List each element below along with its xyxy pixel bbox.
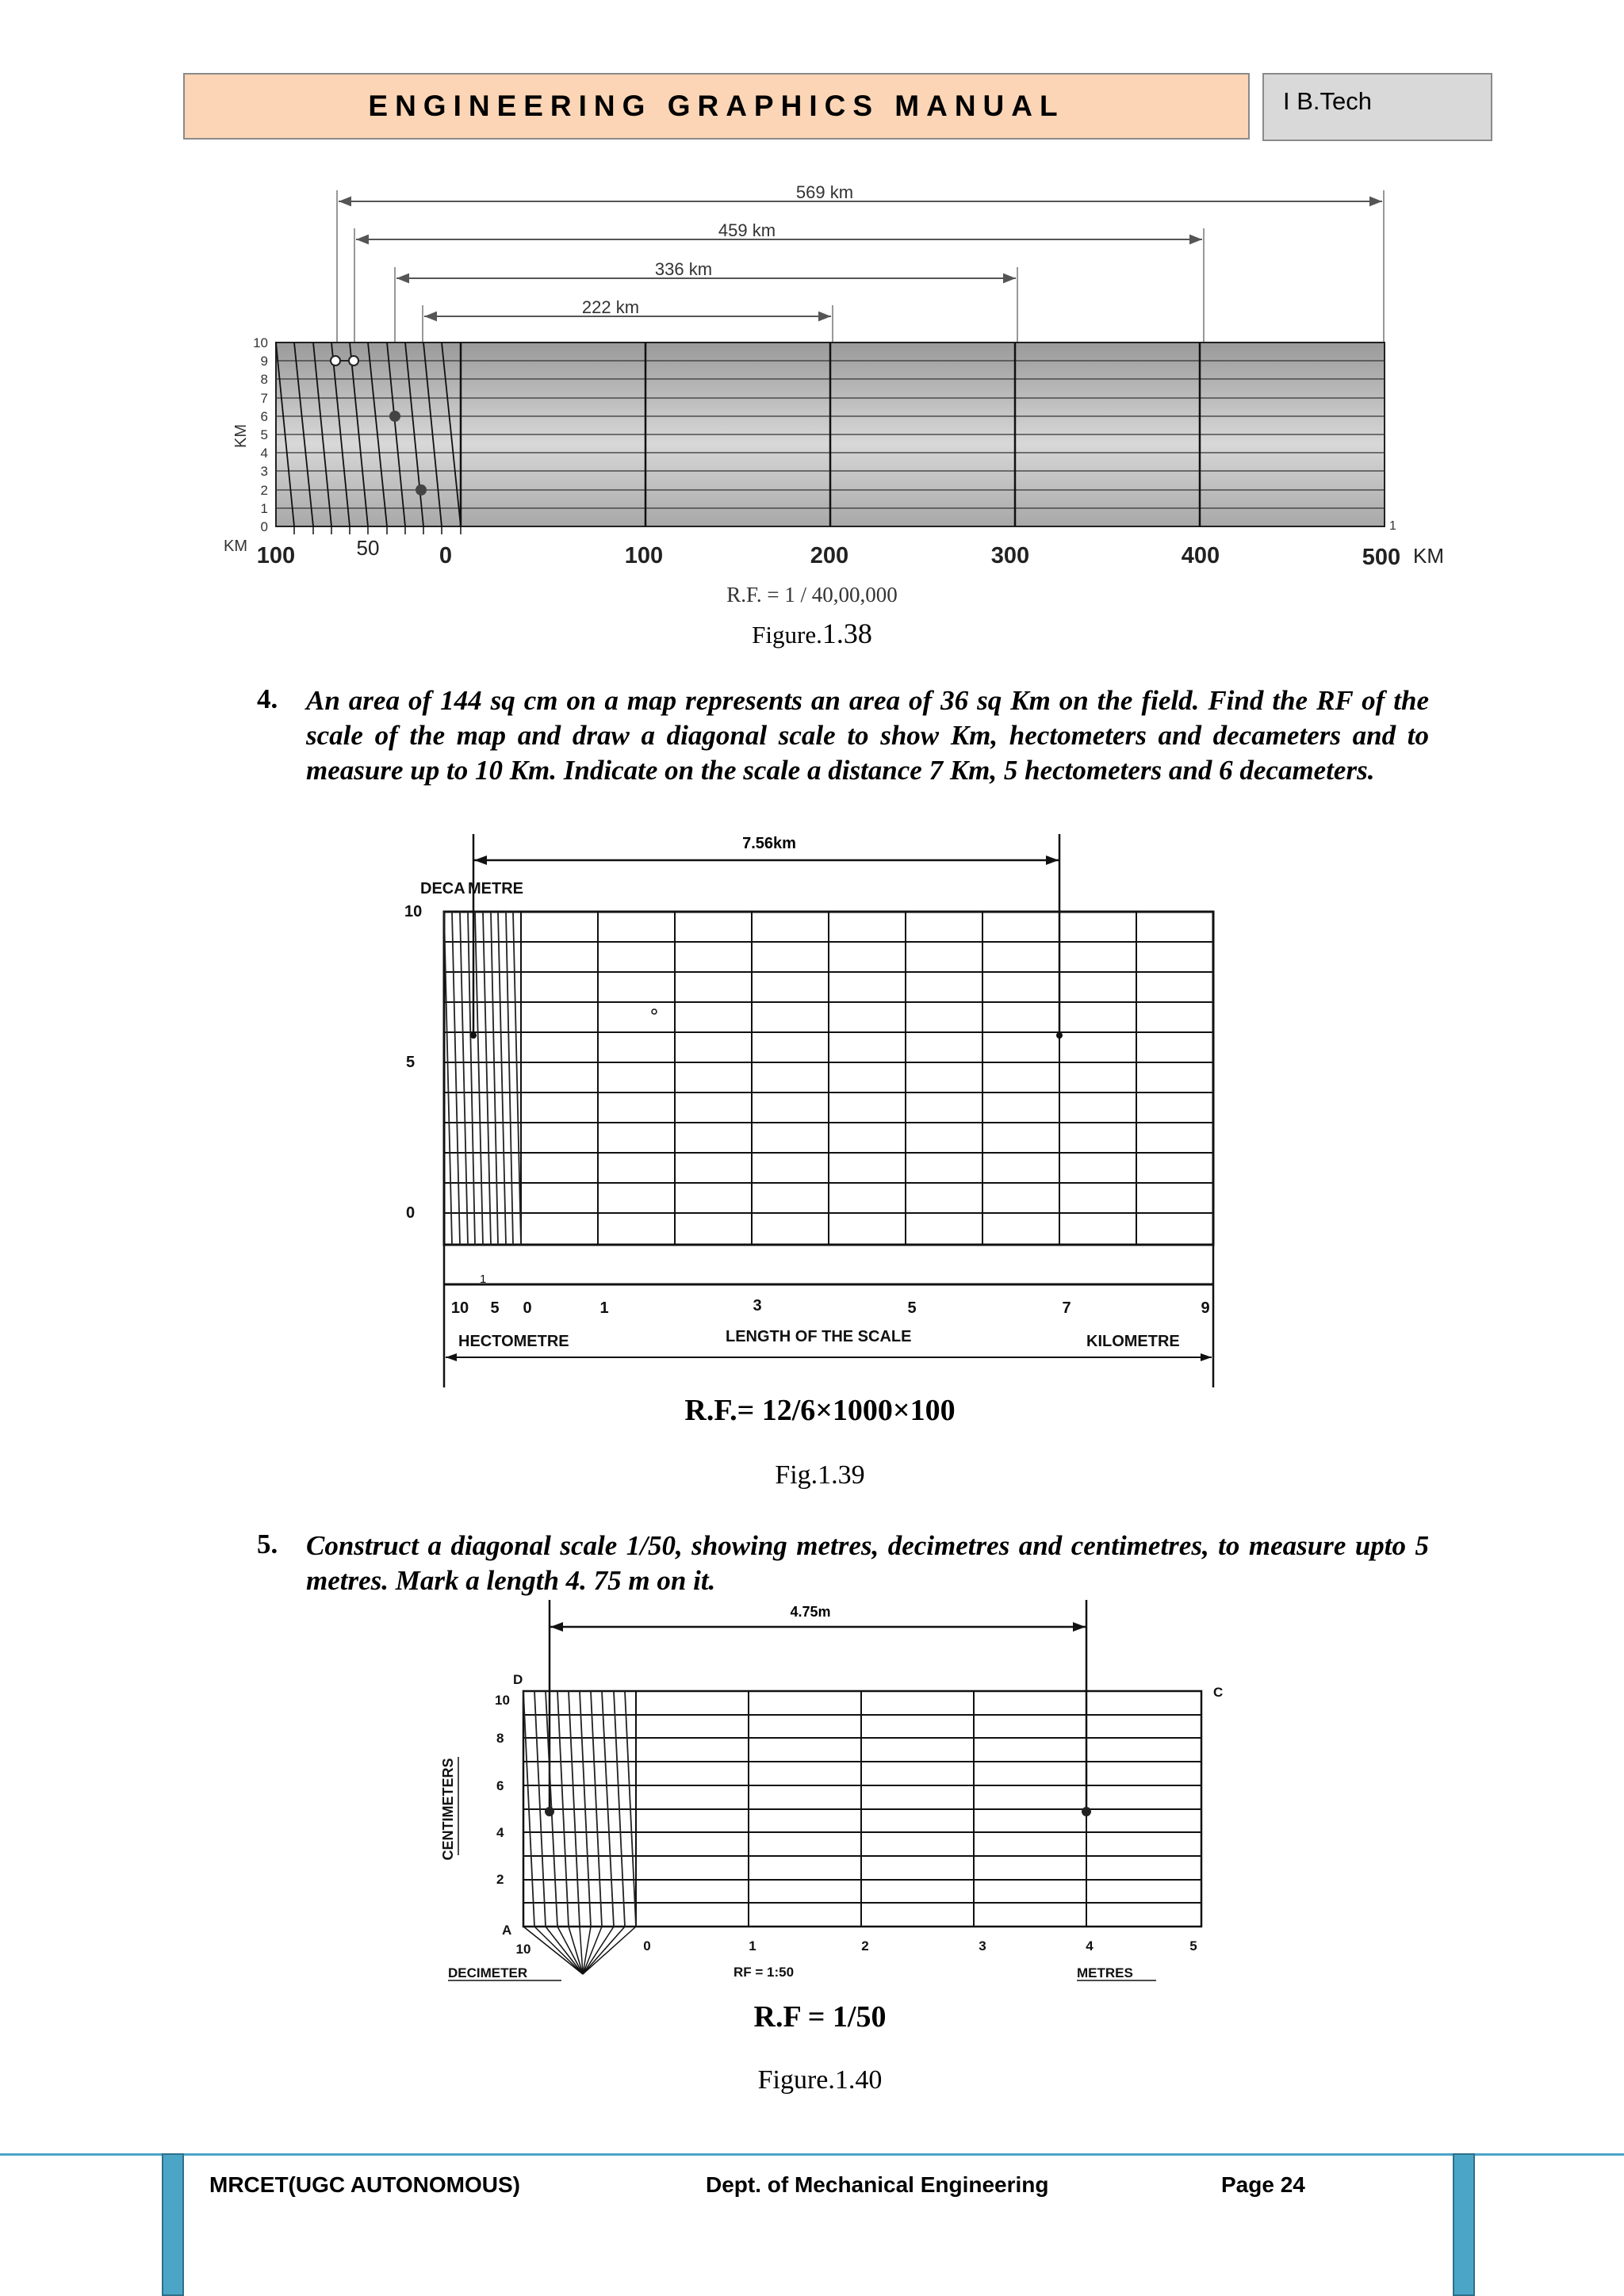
xlabel-5: 5 [490,1299,500,1317]
diagonals [444,912,521,1245]
kilometre-label: KILOMETRE [1086,1333,1180,1350]
point-open-2 [349,356,358,365]
xlabel-0: 0 [523,1299,532,1317]
metre-label: METRE [468,880,523,897]
problem-5-number: 5. [257,1529,278,1559]
point-left [545,1807,554,1816]
xlabel-500: 500 [1362,545,1401,570]
dim-label-222: 222 km [581,297,640,317]
fig138-caption-number: 1.38 [822,618,872,649]
xlabel-9: 9 [1201,1299,1210,1317]
manual-title: ENGINEERING GRAPHICS MANUAL [183,73,1250,140]
decimeter-label: DECIMETER [448,1965,528,1980]
problem-4-text: An area of 144 sq cm on a map represents an area of 36 sq Km on the field. Find the RF of the scale of the map and draw a diagonal scale to show Km, hectometers and decameters and to measure up to 10 Km. Indicate on the scale a distance 7 Km, 5 hectometers and 6 decameters. [306,685,1429,786]
rf-small-label: RF = 1:50 [733,1965,795,1980]
xlabel-5: 5 [1189,1938,1197,1954]
xlabel-2: 2 [861,1938,869,1954]
xlabel-300: 300 [990,543,1030,568]
course-tag: I B.Tech [1262,73,1492,141]
decimeter-fan [523,1927,636,1974]
vtick-8: 8 [496,1731,504,1746]
fig140-rf: R.F = 1/50 [753,2000,887,2034]
unit-km: KM [1413,544,1444,568]
footer-left-bar [162,2153,184,2296]
xlabel-400: 400 [1181,543,1220,568]
point-filled-2 [416,484,427,496]
km-divisions [521,912,1136,1245]
bottom-ticks [294,526,461,534]
dim-label-459: 459 km [718,220,776,240]
vtick-10: 10 [253,335,268,350]
vtick-1: 1 [260,501,268,516]
vtick-10: 10 [404,903,423,920]
small-one: 1 [1389,519,1396,533]
vtick-9: 9 [260,354,268,369]
corner-a: A [502,1923,512,1938]
figure-1-38-diagram [214,174,1467,587]
xlabel-3: 3 [979,1938,986,1954]
deca-label: DECA [420,880,465,897]
footer-institution: MRCET(UGC AUTONOMOUS) [209,2172,520,2197]
vtick-4: 4 [260,446,268,461]
small-one: 1 [480,1272,487,1286]
point-open-1 [331,356,340,365]
dim-label-7-56: 7.56km [742,835,796,852]
vertical-axis-label: CENTIMETERS [440,1758,456,1861]
vtick-6: 6 [260,409,268,424]
vtick-0: 0 [406,1204,416,1222]
horizontal-grid [523,1715,1201,1903]
left-km-label: KM [224,538,247,555]
fig139-caption: Fig.1.39 [775,1460,865,1490]
vtick-7: 7 [260,391,268,406]
xlabel-1: 1 [599,1299,609,1317]
footer-right-bar [1453,2153,1475,2296]
dim-label-4-75: 4.75m [790,1604,831,1620]
problem-5-text: Construct a diagonal scale 1/50, showing metres, decimetres and centimetres, to measure upto 5 metres. Mark a length 4. 75 m on it. [306,1530,1429,1596]
length-of-scale-label: LENGTH OF THE SCALE [726,1328,912,1345]
xlabel-200: 200 [810,543,849,568]
fig138-rf: R.F. = 1 / 40,00,000 [726,583,898,607]
xlabel-7: 7 [1062,1299,1071,1317]
footer-page-number: Page 24 [1221,2172,1305,2197]
xlabel-1: 1 [749,1938,756,1954]
hectometre-label: HECTOMETRE [458,1333,569,1350]
xlabel-100-left: 100 [256,543,296,568]
vtick-2: 2 [496,1872,504,1887]
dim-label-569: 569 km [795,182,854,202]
xlabel-4: 4 [1086,1938,1094,1954]
figure-1-39-diagram [396,828,1237,1399]
vtick-6: 6 [496,1778,504,1793]
vtick-4: 4 [496,1825,504,1840]
vtick-8: 8 [260,372,268,387]
fig139-rf: R.F.= 12/6×1000×100 [684,1394,956,1427]
xlabel-10: 10 [450,1299,469,1317]
vtick-10: 10 [495,1693,510,1708]
fig140-caption: Figure.1.40 [757,2065,883,2095]
xlabel-10: 10 [515,1942,531,1957]
fig138-caption-prefix: Figure. [752,621,822,649]
corner-c: C [1213,1685,1224,1700]
xlabel-3: 3 [753,1297,762,1314]
point-filled-1 [389,411,400,422]
xlabel-50: 50 [356,536,380,560]
figure-1-40-diagram [428,1594,1237,1990]
problem-4-number: 4. [257,683,278,714]
corner-d: D [513,1672,523,1687]
footer-rule [0,2153,1624,2156]
vtick-5: 5 [260,427,268,442]
xlabel-0: 0 [439,543,453,568]
footer-department: Dept. of Mechanical Engineering [706,2172,1049,2197]
vtick-0: 0 [260,519,268,534]
fig138-caption [653,617,971,650]
dim-label-336: 336 km [654,259,713,279]
metres-label: METRES [1077,1965,1133,1980]
vertical-axis-label: KM [232,424,250,448]
xlabel-100: 100 [624,543,664,568]
vtick-2: 2 [260,483,268,498]
point-right [1082,1807,1091,1816]
xlabel-0: 0 [643,1938,651,1954]
vtick-5: 5 [406,1054,416,1071]
vtick-3: 3 [260,464,268,479]
extension-lines [337,190,1384,345]
xlabel-5b: 5 [907,1299,917,1317]
